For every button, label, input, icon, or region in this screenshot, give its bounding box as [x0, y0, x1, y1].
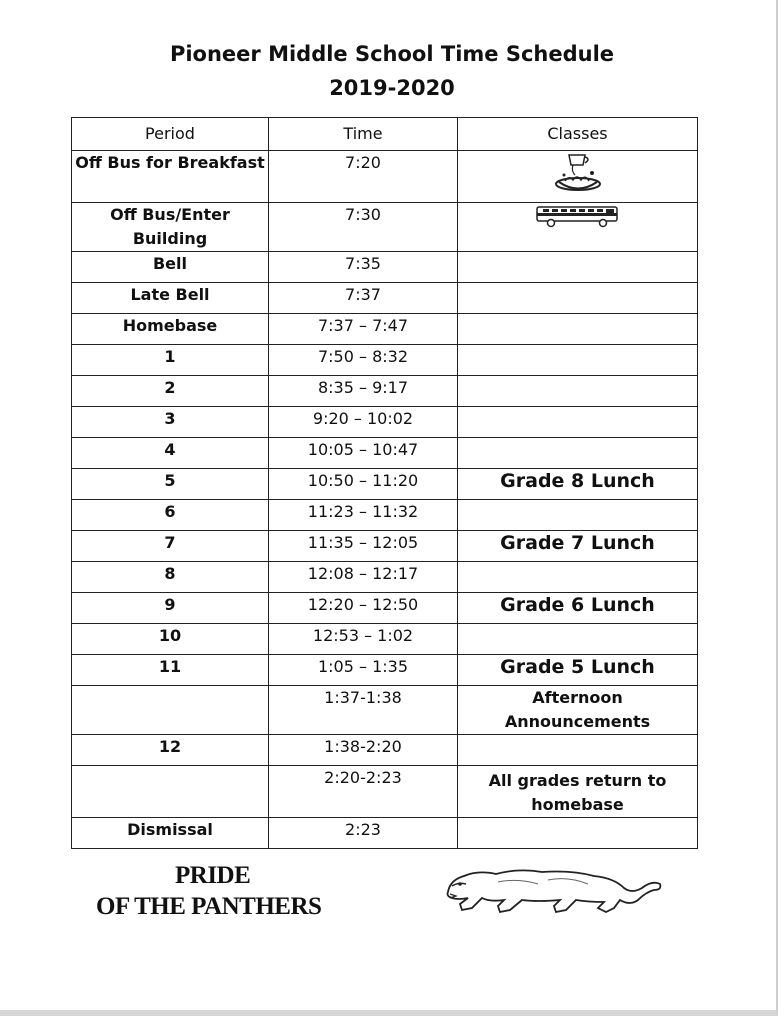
time-cell: 1:37-1:38: [269, 686, 458, 735]
classes-cell: Grade 8 Lunch: [458, 469, 698, 500]
table-row: [72, 438, 698, 469]
classes-cell: [458, 151, 698, 203]
period-cell: 9: [72, 593, 269, 624]
classes-cell: [458, 735, 698, 766]
classes-cell: Grade 5 Lunch: [458, 655, 698, 686]
column-header-classes: Classes: [458, 118, 698, 151]
footer-pride: PRIDE: [175, 862, 251, 889]
time-cell: 10:50 – 11:20: [269, 469, 458, 500]
table-row: [72, 283, 698, 314]
schedule-table: [71, 117, 698, 849]
period-cell: Late Bell: [72, 283, 269, 314]
table-row: [72, 500, 698, 531]
time-cell: 7:50 – 8:32: [269, 345, 458, 376]
classes-cell: [458, 283, 698, 314]
table-row: [72, 655, 698, 686]
classes-cell: [458, 314, 698, 345]
table-row: [72, 531, 698, 562]
classes-cell: Grade 6 Lunch: [458, 593, 698, 624]
footer-of-the-panthers: OF THE PANTHERS: [96, 893, 322, 920]
period-cell: [72, 686, 269, 735]
table-row: [72, 314, 698, 345]
table-row: [72, 818, 698, 849]
time-cell: 11:35 – 12:05: [269, 531, 458, 562]
table-row: [72, 252, 698, 283]
table-row: [72, 407, 698, 438]
table-header-row: [72, 118, 698, 151]
period-cell: 4: [72, 438, 269, 469]
time-cell: 11:23 – 11:32: [269, 500, 458, 531]
school-year: 2019-2020: [329, 76, 455, 100]
time-cell: 1:38-2:20: [269, 735, 458, 766]
period-cell: 5: [72, 469, 269, 500]
time-cell: 2:20-2:23: [269, 766, 458, 818]
period-cell: 7: [72, 531, 269, 562]
classes-cell: Afternoon Announcements: [458, 686, 698, 735]
table-row: [72, 735, 698, 766]
time-cell: 7:30: [269, 203, 458, 252]
table-row: [72, 766, 698, 818]
page-title: Pioneer Middle School Time Schedule: [169, 42, 615, 66]
table-row: [72, 151, 698, 203]
classes-cell: [458, 438, 698, 469]
time-cell: 12:20 – 12:50: [269, 593, 458, 624]
time-cell: 7:35: [269, 252, 458, 283]
time-cell: 7:37: [269, 283, 458, 314]
classes-cell: [458, 624, 698, 655]
school-bus-icon: [535, 203, 621, 236]
classes-cell: [458, 376, 698, 407]
classes-cell: [458, 562, 698, 593]
classes-cell: [458, 407, 698, 438]
period-cell: 3: [72, 407, 269, 438]
table-row: [72, 203, 698, 252]
time-cell: 2:23: [269, 818, 458, 849]
period-cell: [72, 766, 269, 818]
time-cell: 10:05 – 10:47: [269, 438, 458, 469]
classes-cell: [458, 818, 698, 849]
time-cell: 9:20 – 10:02: [269, 407, 458, 438]
classes-cell: [458, 252, 698, 283]
period-cell: Off Bus/Enter Building: [72, 203, 269, 252]
period-cell: Dismissal: [72, 818, 269, 849]
time-cell: 7:37 – 7:47: [269, 314, 458, 345]
breakfast-icon: [547, 151, 609, 202]
table-row: [72, 562, 698, 593]
period-cell: Homebase: [72, 314, 269, 345]
table-row: [72, 624, 698, 655]
column-header-time: Time: [269, 118, 458, 151]
classes-cell: All grades return to homebase: [458, 766, 698, 818]
table-row: [72, 686, 698, 735]
period-cell: 1: [72, 345, 269, 376]
period-cell: 2: [72, 376, 269, 407]
period-cell: 6: [72, 500, 269, 531]
time-cell: 7:20: [269, 151, 458, 203]
time-cell: 1:05 – 1:35: [269, 655, 458, 686]
period-cell: 11: [72, 655, 269, 686]
classes-cell: Grade 7 Lunch: [458, 531, 698, 562]
time-cell: 8:35 – 9:17: [269, 376, 458, 407]
panther-icon: [438, 862, 666, 924]
classes-cell: [458, 345, 698, 376]
classes-cell: [458, 203, 698, 252]
period-cell: Off Bus for Breakfast: [72, 151, 269, 203]
table-row: [72, 376, 698, 407]
column-header-period: Period: [72, 118, 269, 151]
period-cell: 10: [72, 624, 269, 655]
period-cell: 12: [72, 735, 269, 766]
classes-cell: [458, 500, 698, 531]
time-cell: 12:53 – 1:02: [269, 624, 458, 655]
period-cell: Bell: [72, 252, 269, 283]
table-row: [72, 345, 698, 376]
period-cell: 8: [72, 562, 269, 593]
time-cell: 12:08 – 12:17: [269, 562, 458, 593]
table-row: [72, 593, 698, 624]
table-row: [72, 469, 698, 500]
